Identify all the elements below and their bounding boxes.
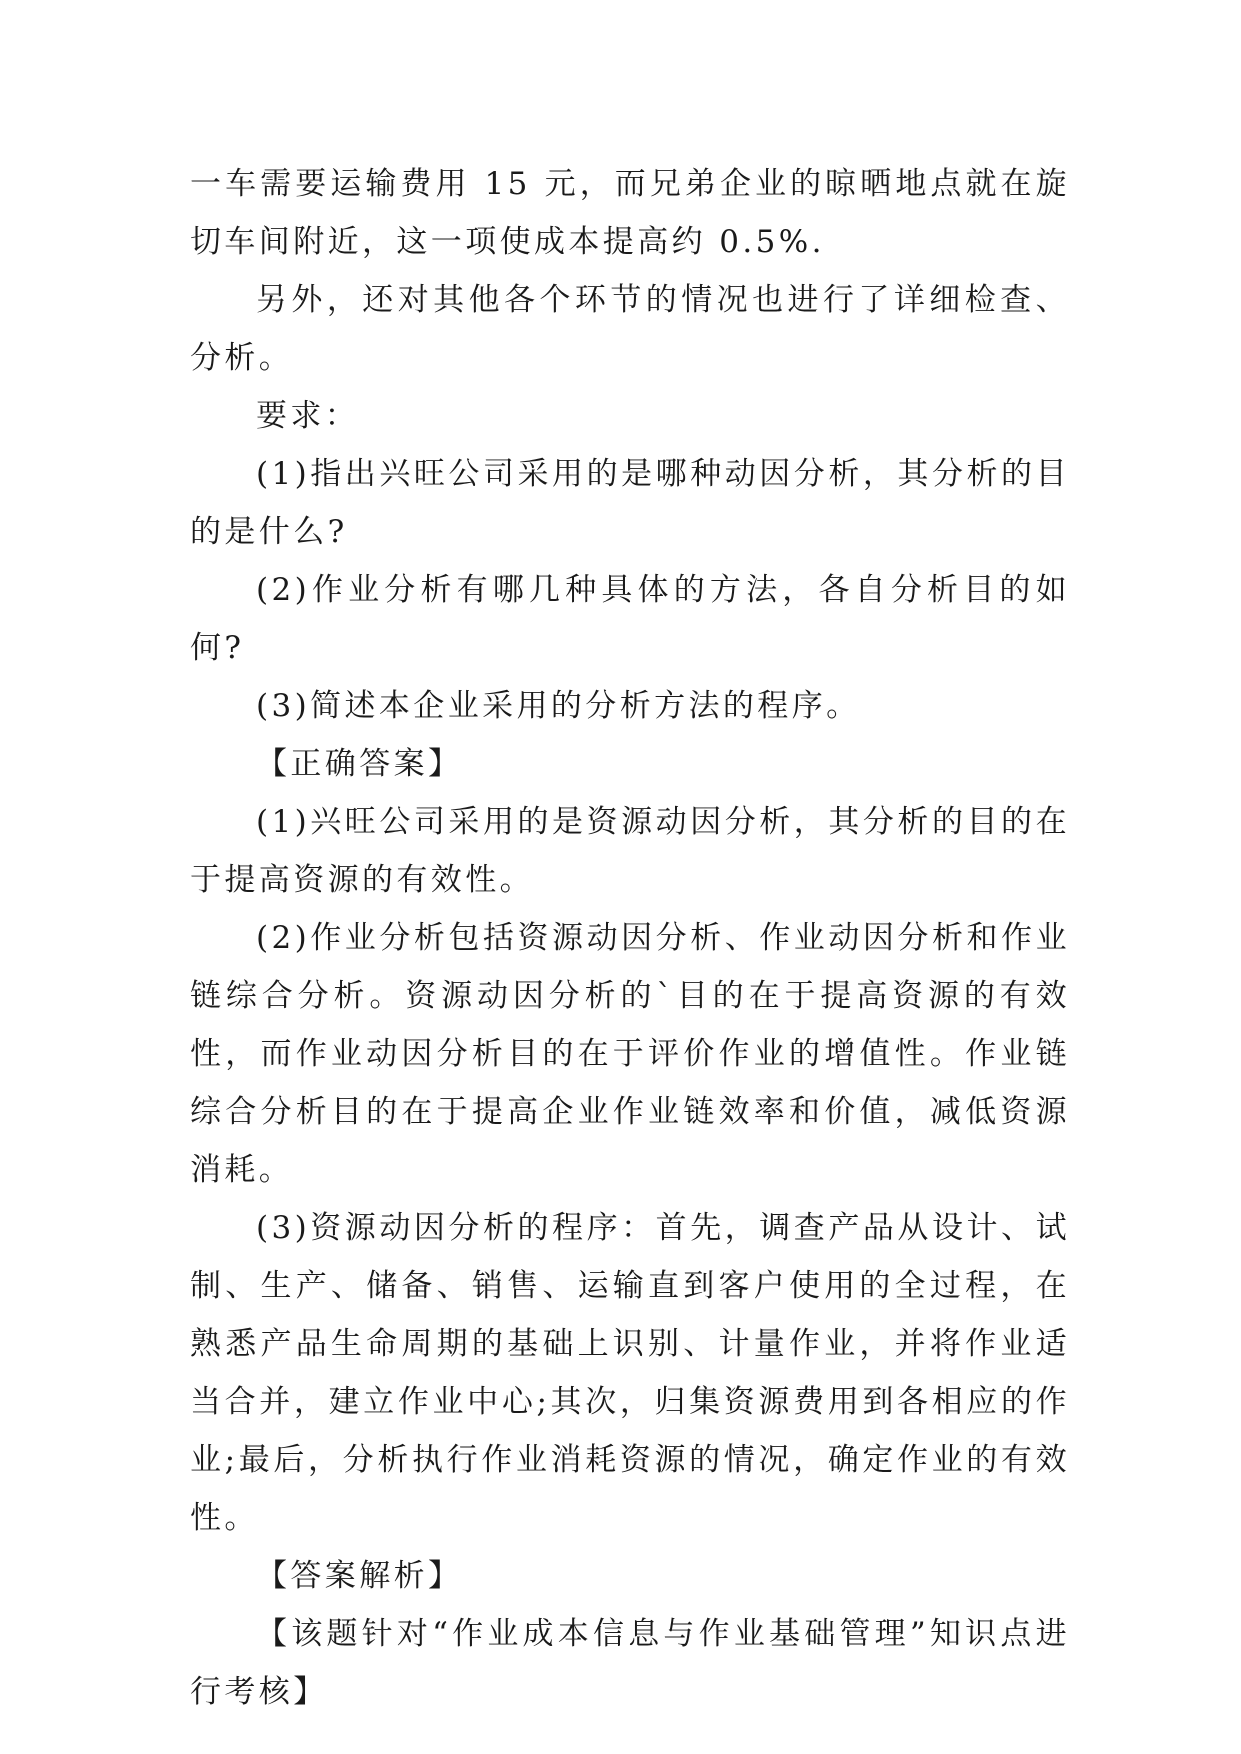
answer-2: (2)作业分析包括资源动因分析、作业动因分析和作业链综合分析。资源动因分析的`目的在于提高资源的有效性，而作业动因分析目的在于评价作业的增值性。作业链综合分析目的在于提高企业作业链效率和价值，减低资源消耗。 xyxy=(190,920,1070,1188)
knowledge-point-note: 【该题针对“作业成本信息与作业基础管理”知识点进行考核】 xyxy=(190,1616,1070,1710)
document-body xyxy=(190,155,1070,1721)
answer-analysis-heading: 【答案解析】 xyxy=(256,1558,463,1594)
paragraph-other-checks: 另外，还对其他各个环节的情况也进行了详细检查、分析。 xyxy=(190,282,1070,376)
question-3: (3)简述本企业采用的分析方法的程序。 xyxy=(256,688,861,724)
question-2: (2)作业分析有哪几种具体的方法，各自分析目的如何? xyxy=(190,572,1070,666)
answer-3: (3)资源动因分析的程序：首先，调查产品从设计、试制、生产、储备、销售、运输直到客户使用的全过程，在熟悉产品生命周期的基础上识别、计量作业，并将作业适当合并，建立作业中心;其次，归集资源费用到各相应的作业;最后，分析执行作业消耗资源的情况，确定作业的有效性。 xyxy=(190,1210,1070,1536)
answer-1: (1)兴旺公司采用的是资源动因分析，其分析的目的在于提高资源的有效性。 xyxy=(190,804,1070,898)
requirements-heading: 要求： xyxy=(256,398,360,434)
question-1: (1)指出兴旺公司采用的是哪种动因分析，其分析的目的是什么? xyxy=(190,456,1070,550)
correct-answer-heading: 【正确答案】 xyxy=(256,746,463,782)
paragraph-cost-note: 一车需要运输费用 15 元，而兄弟企业的晾晒地点就在旋切车间附近，这一项使成本提高约 0.5%. xyxy=(190,166,1070,260)
